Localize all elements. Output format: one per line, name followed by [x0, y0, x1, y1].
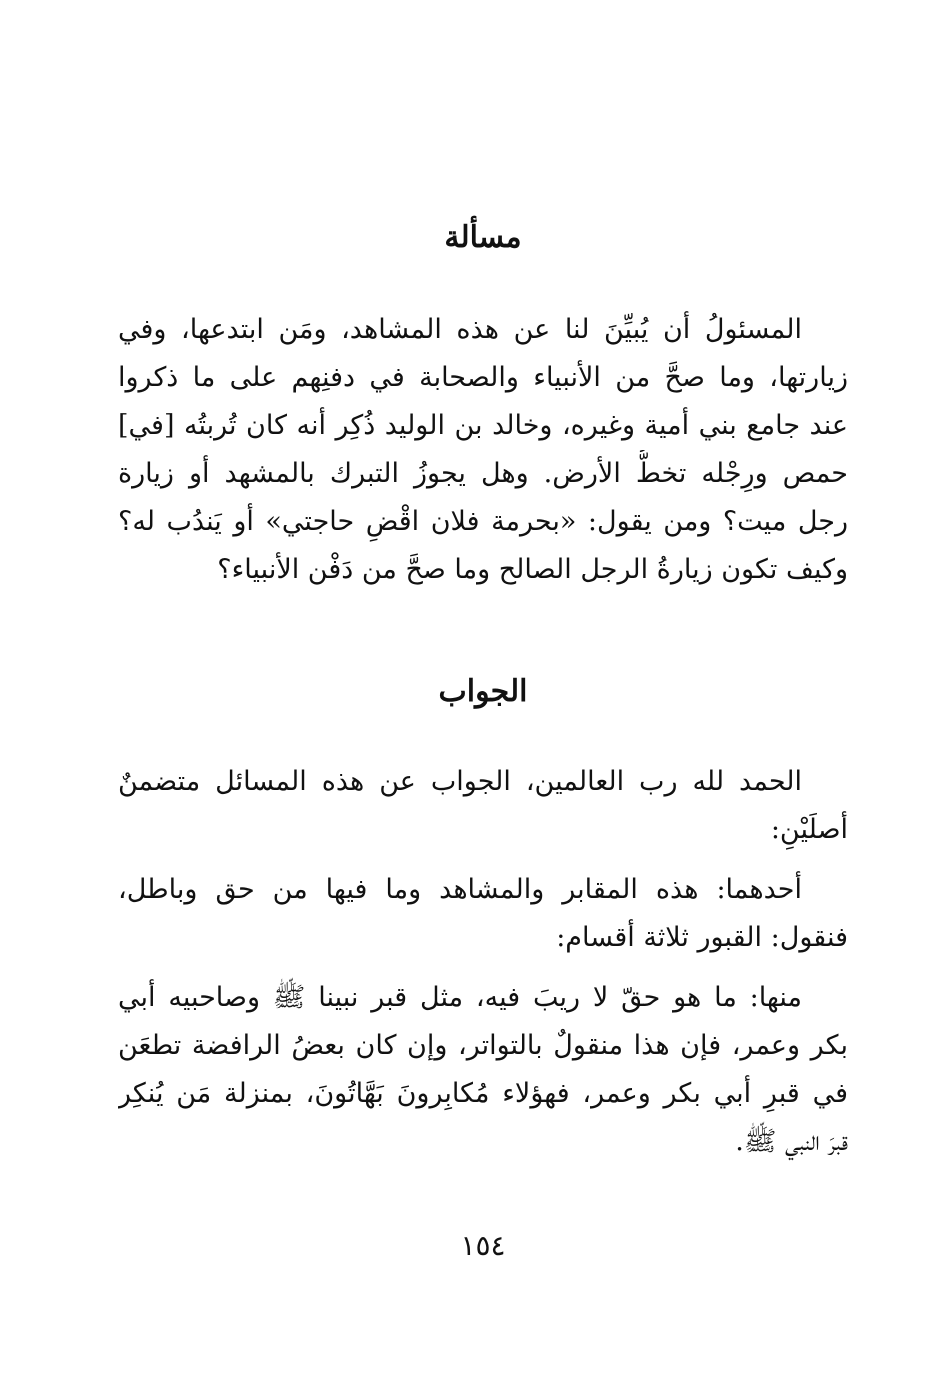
text-line: حمص ورِجْله تخطُّ الأرض. وهل يجوزُ التبرك بالمشهد أو زيارة — [118, 458, 848, 489]
text-line: زيارتها، وما صحَّ من الأنبياء والصحابة في دفنِهم على ما ذكروا — [118, 362, 848, 393]
answer-heading: الجواب — [438, 674, 528, 709]
answer-paragraph-1 — [118, 758, 848, 854]
text-line: رجل ميت؟ ومن يقول: «بحرمة فلان اقْضِ حاجتي» أو يَندُب له؟ — [118, 506, 848, 537]
text-line: المسئولُ أن يُبيِّنَ لنا عن هذه المشاهد، ومَن ابتدعها، وفي — [118, 314, 802, 345]
text-line: عند جامع بني أمية وغيره، وخالد بن الوليد ذُكِر أنه كان تُربتُه [في] — [118, 410, 848, 441]
page-number: ١٥٤ — [460, 1229, 506, 1262]
text-line: بكر وعمر، فإن هذا منقولٌ بالتواتر، وإن كان بعضُ الرافضة تطعَن — [118, 1030, 848, 1061]
text-line: في قبرِ أبي بكر وعمر، فهؤلاء مُكابِرونَ بَهَّاتُونَ، بمنزلة مَن يُنكِر — [118, 1078, 848, 1109]
answer-paragraph-2 — [118, 866, 848, 962]
text-line: الحمد لله رب العالمين، الجواب عن هذه المسائل متضمنٌ — [118, 766, 802, 797]
question-heading: مسألة — [444, 220, 522, 255]
text-line: قبرَ النبي ﷺ. — [735, 1126, 848, 1157]
answer-paragraph-3 — [118, 974, 848, 1166]
question-paragraph — [118, 306, 848, 594]
text-line: أحدهما: هذه المقابر والمشاهد وما فيها من حق وباطل، — [118, 874, 802, 905]
text-line: أصلَيْنِ: — [770, 814, 848, 845]
text-line: منها: ما هو حقّ لا ريبَ فيه، مثل قبر نبينا ﷺ وصاحبيه أبي — [118, 982, 802, 1013]
text-line: فنقول: القبور ثلاثة أقسام: — [556, 922, 848, 953]
text-line: وكيف تكون زيارةُ الرجل الصالح وما صحَّ من دَفْن الأنبياء؟ — [217, 554, 848, 585]
